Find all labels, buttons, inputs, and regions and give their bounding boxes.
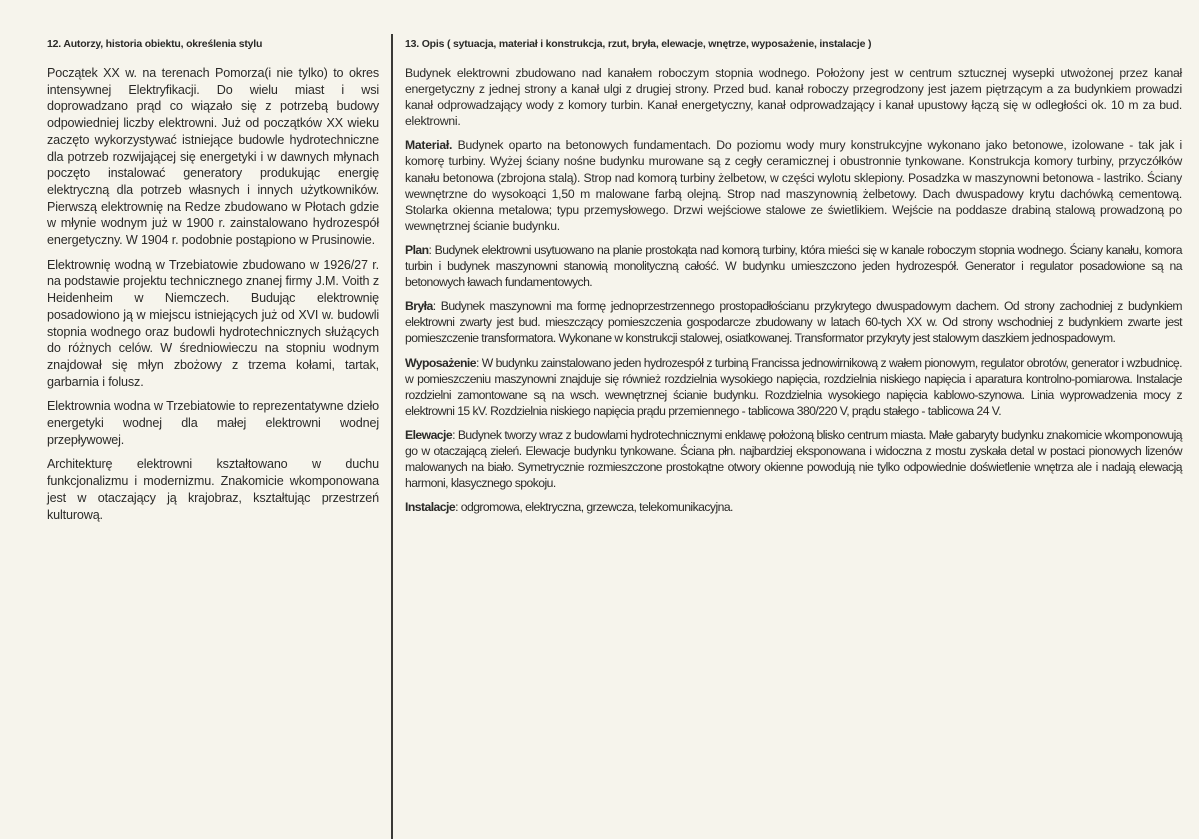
wyposazenie-paragraph bbox=[405, 355, 1182, 419]
elewacje-paragraph bbox=[405, 427, 1182, 491]
paragraph-text: : Budynek elektrowni usytuowano na planie prostokąta nad komorą turbiny, która mieści się w kanale roboczym stopnia wodnego. Ściany kanału, komora turbin i budynek maszynowni stanowią monolityczną całość. W budynku umieszczono jeden hydrozespół. Generator i regulator posadowione są na betonowych ławach fundamentowych. bbox=[405, 242, 1182, 290]
section-13-column bbox=[405, 38, 1182, 523]
paragraph-label: Plan bbox=[405, 242, 429, 257]
paragraph-label: Bryła bbox=[405, 299, 433, 314]
history-paragraph: Elektrownia wodna w Trzebiatowie to reprezentatywne dzieło energetyki wodnej dla małej elektrowni wodnej przepływowej. bbox=[47, 399, 379, 447]
section-12-column bbox=[47, 38, 379, 531]
material-paragraph bbox=[405, 137, 1182, 234]
description-intro: Budynek elektrowni zbudowano nad kanałem roboczym stopnia wodnego. Położony jest w centrum sztucznej wysepki utwożonej przez kanał energetyczny z jednej strony a kanał ulgi z drugiej strony. Przed bud. kanał roboczy przegrodzony jest jazem piętrzącym a za budynkiem prowadzi kanał odprowadzający wody z komory turbin. Kanał energetyczny, kanał odprowadzający i kanał upustowy łączą się w odległości ok. 10 m za bud. elektrowni. bbox=[405, 66, 1182, 129]
paragraph-label: Instalacje bbox=[405, 500, 456, 515]
section-13-heading: 13. Opis ( sytuacja, materiał i konstrukcja, rzut, bryła, elewacje, wnętrze, wyposażenie, instalacje ) bbox=[405, 38, 872, 50]
paragraph-label: Elewacje bbox=[405, 427, 453, 442]
paragraph-text: Budynek oparto na betonowych fundamentach. Do poziomu wody mury konstrukcyjne wykonano jako betonowe, izolowane - tak jak i komorę turbiny. Wyżej ściany nośne budynku murowane są z cegły ceramicznej i obustronnie tynkowane. Konstrukcja komory turbiny, przyczółków kanału betonowa (zbrojona stalą). Strop nad komorą turbiny żelbetow, w części wylotu sklepiony. Posadzka w maszynowni betonowa - lastriko. Ściany wewnętrzne do wysokoąci 1,50 m malowane farbą olejną. Strop nad maszynownią żelbetowy. Dach dwuspadowy krytu dachówką cementową. Stolarka okienna metalowa; typu przemysłowego. Drzwi wejściowe stalowe ze świetlikiem. Wejście na poddasze drabiną stalową prowadzoną po wewnętrznej ścianie budynku. bbox=[405, 138, 1182, 233]
paragraph-label: Wyposażenie bbox=[405, 355, 476, 370]
column-divider bbox=[391, 34, 393, 839]
paragraph-text: : Budynek tworzy wraz z budowlami hydrotechnicznymi enklawę położoną blisko centrum miasta. Małe gabaryty budynku znakomicie wkomponowują go w otaczającą zieleń. Elewacje budynku tynkowane. Ściana płn. najbardziej eksponowana i widoczna z mostu zyskała detal w postaci pionowych lizenów malowanych na biało. Symetrycznie rozmieszczone prostokątne otwory okienne powodują nie tylko odpowiednie doświetlenie wnętrza ale i nadają elewacją harmoni, klasycznego spokoju. bbox=[405, 427, 1182, 491]
history-paragraph: Początek XX w. na terenach Pomorza(i nie tylko) to okres intensywnej Elektryfikacji. Do wielu miast i wsi doprowadzano prąd co wiązało się z potrzebą budowy odpowiedniej liczby elektrowni. Już od początków XX wieku zaczęto wykorzystywać istniejące budowle hydrotechniczne dla potrzeb rozwijającej się energetyki i w dawnych młynach poczęto instalować generatory produkując energię elektryczną dla potrzeb własnych i innych użytkowników. Pierwszą elektrownię na Redze zbudowano w Płotach gdzie w młynie wodnym już w 1900 r. zainstalowano hydrozespół energetyczny. W 1904 r. podobnie postąpiono w Prusinowie. bbox=[47, 66, 379, 248]
instalacje-paragraph bbox=[405, 499, 1182, 515]
bryla-paragraph bbox=[405, 298, 1182, 346]
section-12-heading: 12. Autorzy, historia obiektu, określenia stylu bbox=[47, 38, 263, 50]
history-paragraph: Elektrownię wodną w Trzebiatowie zbudowano w 1926/27 r. na podstawie projektu technicznego znanej firmy J.M. Voith z Heidenheim w Niemczech. Budując elektrownię posadowiono ją w miejscu istniejących już od XVI w. budowli stopnia wodnego oraz budowli hydrotechnicznych służących do różnych celów. W średniowieczu na stopniu wodnym znajdował się młyn zbożowy z trzema kołami, tartak, garbarnia i folusz. bbox=[47, 257, 379, 389]
paragraph-text: : W budynku zainstalowano jeden hydrozespół z turbiną Francissa jednowirnikową z wałem pionowym, regulator obrotów, generator i wzbudnicę. w pomieszczeniu maszynowni znajduje się również rozdzielnia wysokiego napięcia, rozdzielnia niskiego napięcia i aparatura kontrolno-pomiarowa. Instalacje rozdzielni zamontowane są na wsch. wewnętrznej ścianie budynku. Rozdzielnia wysokiego napięcia kablowo-szynowa. Linia wyprowadzenia mocy z elektrowni 15 kV. Rozdzielnia niskiego napięcia prądu przemiennego - tablicowa 380/220 V, prądu stałego - tablicowa 24 V. bbox=[405, 355, 1182, 418]
paragraph-text: : Budynek maszynowni ma formę jednoprzestrzennego prostopadłościanu przykrytego dwuspadowym dachem. Od strony zachodniej z budynkiem elektrowni zwarty jest bud. mieszczący pomieszczenia gospodarcze zbudowany w latach 60-tych XX w. Od strony wschodniej z budynkiem zwarte jest pomieszczenie transformatora. Wykonane w konstrukcji stalowej, osiatkowanej. Transformator przykryty jest stalowym daszkiem jednospadowym. bbox=[405, 299, 1182, 346]
paragraph-text: : odgromowa, elektryczna, grzewcza, telekomunikacyjna. bbox=[455, 500, 733, 515]
plan-paragraph bbox=[405, 242, 1182, 290]
history-paragraph: Architekturę elektrowni kształtowano w duchu funkcjonalizmu i modernizmu. Znakomicie wkomponowana jest w otaczający ją krajobraz, kształtując przestrzeń kulturową. bbox=[47, 457, 379, 522]
paragraph-label: Materiał. bbox=[405, 138, 453, 153]
